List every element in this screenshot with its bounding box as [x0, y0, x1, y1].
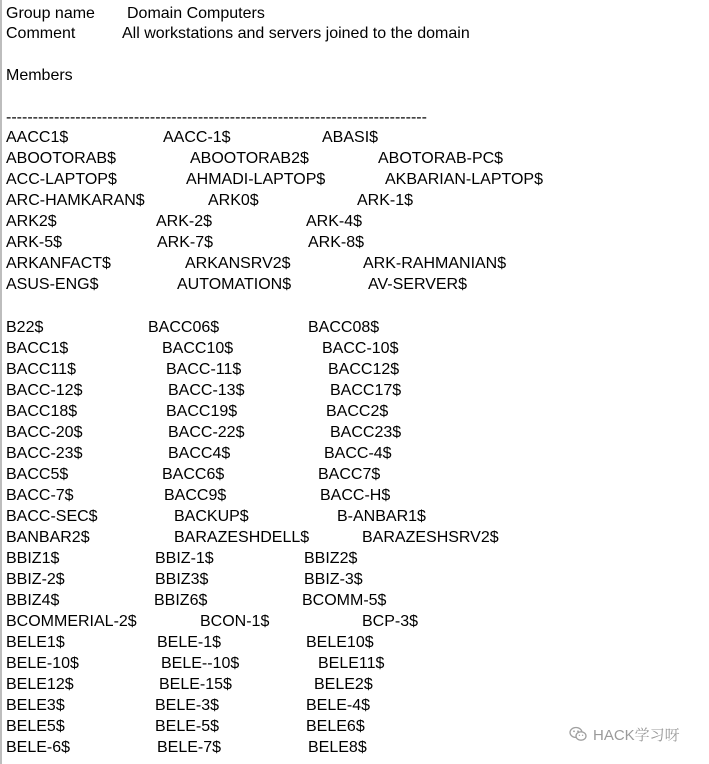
- member-entry: BELE3$: [6, 697, 65, 714]
- window-left-border: [0, 0, 2, 764]
- member-entry: BELE-6$: [6, 739, 71, 756]
- member-entry: BACC23$: [330, 424, 402, 441]
- member-entry: BACC12$: [328, 361, 400, 378]
- member-entry: BACC-4$: [324, 445, 392, 462]
- wechat-icon: [569, 726, 587, 742]
- member-entry: BELE-5$: [155, 718, 220, 735]
- member-entry: BACC17$: [330, 382, 402, 399]
- member-entry: ABOTORAB-PC$: [378, 150, 504, 167]
- member-entry: ARK-5$: [6, 234, 63, 251]
- member-entry: BACC-20$: [6, 424, 83, 441]
- member-entry: BELE1$: [6, 634, 65, 651]
- comment-label: Comment: [6, 25, 76, 42]
- member-entry: BACC10$: [162, 340, 234, 357]
- member-entry: BBIZ-1$: [155, 550, 214, 567]
- member-entry: ASUS-ENG$: [6, 276, 99, 293]
- member-entry: BACC6$: [162, 466, 225, 483]
- member-entry: BELE-10$: [6, 655, 79, 672]
- member-entry: BACC-11$: [166, 361, 242, 378]
- watermark: [569, 723, 680, 745]
- member-entry: BACC2$: [326, 403, 389, 420]
- member-entry: BBIZ1$: [6, 550, 60, 567]
- comment-value: All workstations and servers joined to the domain: [122, 25, 470, 42]
- member-entry: BELE12$: [6, 676, 74, 693]
- member-entry: AACC-1$: [163, 129, 231, 146]
- member-entry: BACC19$: [166, 403, 238, 420]
- member-entry: AV-SERVER$: [368, 276, 468, 293]
- member-entry: ABOOTORAB$: [6, 150, 116, 167]
- member-entry: BACC-12$: [6, 382, 83, 399]
- member-entry: ARK2$: [6, 213, 57, 230]
- member-entry: BELE-15$: [159, 676, 232, 693]
- member-entry: AACC1$: [6, 129, 69, 146]
- member-entry: BACC4$: [168, 445, 231, 462]
- member-entry: ARC-HAMKARAN$: [6, 192, 145, 209]
- member-entry: ARK-8$: [308, 234, 365, 251]
- member-entry: BACC08$: [308, 319, 380, 336]
- member-entry: ARK-1$: [357, 192, 414, 209]
- member-entry: BACKUP$: [174, 508, 249, 525]
- member-entry: BELE-4$: [306, 697, 371, 714]
- member-entry: BBIZ6$: [154, 592, 208, 609]
- member-entry: BACC18$: [6, 403, 78, 420]
- member-entry: ARK-7$: [157, 234, 214, 251]
- member-entry: BCOMM-5$: [302, 592, 387, 609]
- member-entry: ARKANSRV2$: [185, 255, 291, 272]
- member-entry: ARK-4$: [306, 213, 363, 230]
- member-entry: ARK-RAHMANIAN$: [363, 255, 507, 272]
- member-entry: BELE-7$: [157, 739, 222, 756]
- member-entry: AHMADI-LAPTOP$: [186, 171, 326, 188]
- member-entry: AKBARIAN-LAPTOP$: [385, 171, 543, 188]
- watermark-text: HACK学习呀: [593, 726, 680, 744]
- member-entry: ACC-LAPTOP$: [6, 171, 117, 188]
- member-entry: BACC9$: [164, 487, 227, 504]
- member-entry: BBIZ2$: [304, 550, 358, 567]
- member-entry: BACC-10$: [322, 340, 399, 357]
- member-entry: BACC7$: [318, 466, 381, 483]
- member-entry: BACC06$: [148, 319, 220, 336]
- member-entry: BELE6$: [306, 718, 365, 735]
- member-entry: BELE8$: [308, 739, 367, 756]
- member-entry: BELE-3$: [155, 697, 220, 714]
- group-name-value: Domain Computers: [127, 5, 265, 22]
- member-entry: BBIZ4$: [6, 592, 60, 609]
- member-entry: BELE11$: [318, 655, 385, 672]
- member-entry: B-ANBAR1$: [337, 508, 426, 525]
- member-entry: ABOOTORAB2$: [190, 150, 309, 167]
- member-entry: BBIZ3$: [155, 571, 209, 588]
- member-entry: BACC-H$: [320, 487, 391, 504]
- member-entry: BARAZESHDELL$: [174, 529, 310, 546]
- member-entry: BBIZ-2$: [6, 571, 65, 588]
- member-entry: BCON-1$: [200, 613, 270, 630]
- member-entry: ARKANFACT$: [6, 255, 111, 272]
- member-entry: ARK-2$: [156, 213, 213, 230]
- member-entry: BACC-13$: [168, 382, 245, 399]
- member-entry: BBIZ-3$: [304, 571, 363, 588]
- separator-line: -------------------------------------------------------------------------------: [6, 113, 427, 123]
- member-entry: BELE10$: [306, 634, 374, 651]
- member-entry: BACC-23$: [6, 445, 83, 462]
- member-entry: BELE-1$: [157, 634, 222, 651]
- member-entry: AUTOMATION$: [177, 276, 292, 293]
- member-entry: BELE2$: [314, 676, 373, 693]
- member-entry: ABASI$: [322, 129, 379, 146]
- member-entry: BACC11$: [6, 361, 76, 378]
- member-entry: ARK0$: [208, 192, 259, 209]
- member-entry: BACC1$: [6, 340, 69, 357]
- member-entry: BCOMMERIAL-2$: [6, 613, 137, 630]
- member-entry: BARAZESHSRV2$: [362, 529, 499, 546]
- member-entry: BANBAR2$: [6, 529, 90, 546]
- group-name-label: Group name: [6, 5, 95, 22]
- member-entry: BACC-SEC$: [6, 508, 98, 525]
- member-entry: BCP-3$: [362, 613, 419, 630]
- members-label: Members: [6, 67, 73, 84]
- member-entry: B22$: [6, 319, 44, 336]
- member-entry: BACC-7$: [6, 487, 74, 504]
- member-entry: BELE5$: [6, 718, 65, 735]
- member-entry: BACC5$: [6, 466, 69, 483]
- member-entry: BACC-22$: [168, 424, 245, 441]
- member-entry: BELE--10$: [161, 655, 240, 672]
